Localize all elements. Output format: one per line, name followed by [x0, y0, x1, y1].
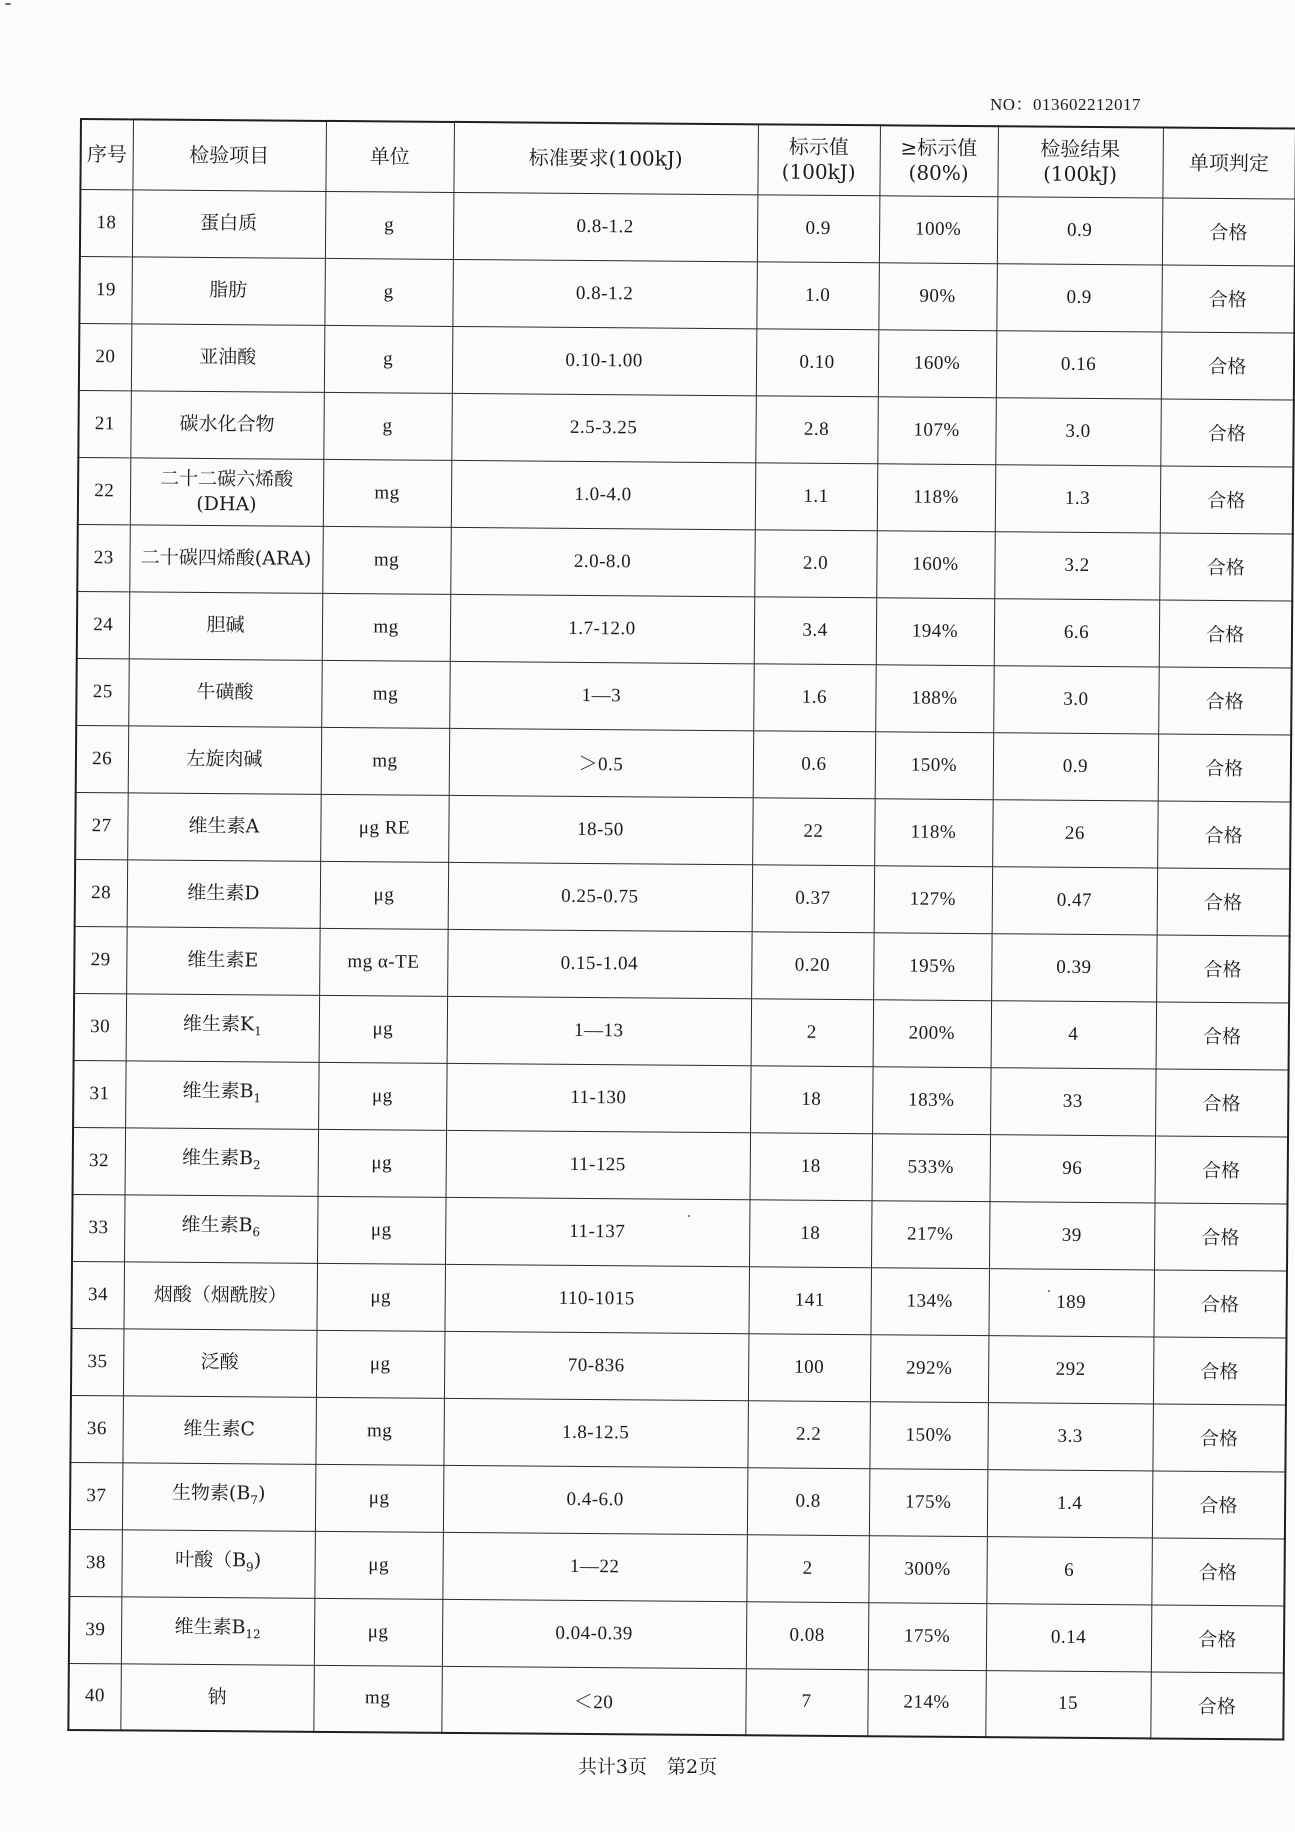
- cell-no: 22: [78, 457, 131, 524]
- cell-unit: μg: [318, 1129, 447, 1197]
- cell-labeled: 1.1: [755, 462, 878, 530]
- cell-result: 0.9: [997, 196, 1163, 264]
- cell-verdict: 合格: [1161, 331, 1295, 399]
- cell-item: 维生素E: [126, 926, 320, 995]
- cell-standard: 1—13: [447, 996, 752, 1065]
- cell-standard: 11-130: [446, 1063, 751, 1132]
- cell-unit: μg: [319, 995, 448, 1063]
- cell-labeled: 1.0: [756, 261, 879, 329]
- scan-speck: [5, 3, 11, 5]
- cell-no: 29: [74, 926, 127, 993]
- cell-verdict: 合格: [1156, 1001, 1290, 1069]
- cell-standard: 2.5-3.25: [451, 393, 756, 462]
- cell-result: 1.4: [987, 1469, 1153, 1537]
- cell-percent: 200%: [873, 999, 992, 1067]
- cell-standard: 0.10-1.00: [452, 326, 757, 395]
- cell-labeled: 2.0: [754, 529, 877, 597]
- cell-item: 维生素$B_1$: [125, 1060, 319, 1129]
- table-body: [68, 189, 1295, 1739]
- cell-verdict: 合格: [1151, 1537, 1285, 1605]
- cell-percent: 100%: [879, 195, 998, 263]
- col-header-labeled: 标示值 (100kJ): [757, 124, 880, 195]
- cell-no: 39: [69, 1596, 122, 1663]
- cell-no: 26: [76, 725, 129, 792]
- col-header-unit: 单位: [325, 121, 454, 192]
- cell-verdict: 合格: [1159, 532, 1293, 600]
- cell-item: 左旋肉碱: [128, 725, 322, 794]
- col-header-standard: 标准要求(100kJ): [453, 122, 758, 194]
- cell-result: 0.9: [996, 263, 1162, 331]
- cell-labeled: 3.4: [754, 596, 877, 664]
- cell-percent: 217%: [871, 1200, 990, 1268]
- subscript: 6: [252, 1224, 261, 1239]
- cell-standard: ＞0.5: [449, 728, 754, 797]
- cell-result: 0.9: [993, 732, 1159, 800]
- cell-percent: 150%: [869, 1401, 988, 1469]
- table-row: [75, 792, 1290, 869]
- table-row: [73, 1060, 1288, 1137]
- cell-no: 31: [73, 1060, 126, 1127]
- cell-unit: mg: [322, 593, 451, 661]
- cell-percent: 150%: [875, 731, 994, 799]
- test-results-table: [67, 118, 1295, 1741]
- cell-percent: 90%: [878, 262, 997, 330]
- subscript: 12: [245, 1626, 261, 1641]
- cell-standard: 11-137: [445, 1197, 750, 1266]
- cell-percent: 300%: [868, 1535, 987, 1603]
- cell-item: 维生素$B_6$: [124, 1194, 318, 1263]
- col-header-percent: ≥标示值 (80%): [879, 125, 998, 196]
- cell-no: 38: [69, 1529, 122, 1596]
- cell-result: 0.39: [991, 933, 1157, 1001]
- table-row: [74, 926, 1289, 1003]
- cell-result: 0.16: [996, 330, 1162, 398]
- cell-standard: 0.8-1.2: [453, 192, 758, 261]
- cell-result: 39: [989, 1201, 1155, 1269]
- cell-verdict: 合格: [1155, 1068, 1289, 1136]
- cell-unit: g: [325, 191, 454, 259]
- cell-percent: 134%: [870, 1267, 989, 1335]
- cell-unit: mg: [315, 1397, 444, 1465]
- table-row: [72, 1194, 1287, 1271]
- cell-result: 3.3: [987, 1402, 1153, 1470]
- cell-item: 叶酸$(B_9)$: [121, 1529, 315, 1598]
- cell-no: 36: [70, 1395, 123, 1462]
- cell-unit: mg α-TE: [319, 928, 448, 996]
- cell-item: 维生素A: [127, 792, 321, 861]
- cell-unit: mg: [321, 660, 450, 728]
- subscript: 1: [254, 1023, 262, 1038]
- cell-labeled: 100: [748, 1333, 871, 1401]
- cell-unit: μg RE: [320, 794, 449, 862]
- subscript: 9: [246, 1559, 254, 1574]
- cell-labeled: 18: [750, 1065, 873, 1133]
- col-header-result: 检验结果 (100kJ): [997, 126, 1163, 197]
- cell-unit: g: [324, 325, 453, 393]
- cell-verdict: 合格: [1160, 398, 1294, 466]
- cell-unit: g: [324, 258, 453, 326]
- cell-no: 34: [71, 1261, 124, 1328]
- cell-percent: 292%: [870, 1334, 989, 1402]
- cell-result: 26: [992, 799, 1158, 867]
- cell-result: 96: [990, 1134, 1156, 1202]
- cell-standard: 70-836: [444, 1331, 749, 1400]
- cell-item: 蛋白质: [132, 189, 326, 258]
- cell-standard: 11-125: [446, 1130, 751, 1199]
- cell-verdict: 合格: [1155, 1135, 1289, 1203]
- cell-labeled: 0.10: [756, 328, 879, 396]
- subscript: 1: [253, 1090, 262, 1105]
- cell-labeled: 0.20: [751, 931, 874, 999]
- table-row: [78, 390, 1293, 467]
- cell-result: 1.3: [995, 464, 1161, 532]
- cell-unit: μg: [315, 1464, 444, 1532]
- subscript: 2: [252, 1157, 261, 1172]
- table-row: [80, 189, 1295, 266]
- table-row: [78, 457, 1293, 534]
- cell-verdict: 合格: [1157, 867, 1291, 935]
- cell-item: 牛磺酸: [128, 658, 322, 727]
- cell-unit: mg: [322, 526, 451, 594]
- cell-labeled: 2: [751, 998, 874, 1066]
- cell-percent: 175%: [868, 1602, 987, 1670]
- table-row: [69, 1529, 1284, 1606]
- cell-item: 维生素$B_{12}$: [121, 1596, 315, 1665]
- table-row: [79, 256, 1294, 333]
- cell-verdict: 合格: [1158, 666, 1292, 734]
- cell-item: 维生素$K_1$: [126, 993, 320, 1062]
- cell-standard: 110-1015: [444, 1264, 749, 1333]
- cell-item: 碳水化合物: [130, 390, 324, 459]
- cell-unit: μg: [320, 861, 449, 929]
- cell-standard: 1.0-4.0: [451, 460, 756, 529]
- cell-unit: μg: [314, 1531, 443, 1599]
- table-row: [79, 323, 1294, 400]
- cell-unit: mg: [321, 727, 450, 795]
- cell-labeled: 2.8: [755, 395, 878, 463]
- table-row: [76, 658, 1291, 735]
- cell-result: 6.6: [994, 598, 1160, 666]
- cell-verdict: 合格: [1158, 733, 1292, 801]
- cell-item: 胆碱: [129, 591, 323, 660]
- cell-percent: 118%: [877, 463, 996, 531]
- cell-no: 24: [77, 591, 130, 658]
- cell-result: 15: [985, 1670, 1151, 1738]
- cell-item: 钠: [120, 1663, 314, 1732]
- cell-standard: 1.8-12.5: [443, 1398, 748, 1467]
- cell-result: 3.0: [993, 665, 1159, 733]
- cell-item: 亚油酸: [131, 323, 325, 392]
- cell-no: 40: [68, 1663, 121, 1730]
- page-footer: [0, 1752, 1295, 1779]
- cell-labeled: 2: [746, 1534, 869, 1602]
- cell-no: 19: [79, 256, 132, 323]
- cell-no: 30: [74, 993, 127, 1060]
- cell-unit: mg: [323, 459, 452, 527]
- table-row: [75, 859, 1290, 936]
- table-row: [74, 993, 1289, 1070]
- cell-verdict: 合格: [1156, 934, 1290, 1002]
- table-row: [68, 1663, 1283, 1740]
- cell-labeled: 0.37: [752, 864, 875, 932]
- cell-percent: 160%: [878, 329, 997, 397]
- cell-item: 脂肪: [131, 256, 325, 325]
- cell-verdict: 合格: [1154, 1202, 1288, 1270]
- cell-verdict: 合格: [1159, 599, 1293, 667]
- cell-labeled: 7: [745, 1668, 868, 1736]
- cell-result: 0.47: [992, 866, 1158, 934]
- table-row: [71, 1328, 1286, 1405]
- cell-standard: 0.4-6.0: [443, 1465, 748, 1534]
- scan-speck: [1048, 1290, 1050, 1292]
- cell-no: 27: [75, 792, 128, 859]
- table-row: [77, 591, 1292, 668]
- cell-unit: μg: [318, 1062, 447, 1130]
- cell-no: 25: [76, 658, 129, 725]
- cell-result: 6: [986, 1536, 1152, 1604]
- cell-result: 0.14: [986, 1603, 1152, 1671]
- cell-verdict: 合格: [1153, 1269, 1287, 1337]
- table-row: [76, 725, 1291, 802]
- report-number: NO：013602212017: [990, 95, 1142, 114]
- cell-percent: 107%: [877, 396, 996, 464]
- cell-unit: μg: [316, 1263, 445, 1331]
- cell-labeled: 18: [749, 1199, 872, 1267]
- table-row: [69, 1596, 1284, 1673]
- cell-result: 189: [988, 1268, 1154, 1336]
- cell-percent: 175%: [869, 1468, 988, 1536]
- cell-unit: μg: [316, 1330, 445, 1398]
- cell-verdict: 合格: [1160, 465, 1294, 533]
- cell-labeled: 141: [748, 1266, 871, 1334]
- cell-percent: 127%: [874, 865, 993, 933]
- cell-item: 生物素$(B_7)$: [122, 1462, 316, 1531]
- cell-standard: 1—22: [442, 1532, 747, 1601]
- cell-result: 292: [988, 1335, 1154, 1403]
- cell-labeled: 0.08: [746, 1601, 869, 1669]
- cell-unit: mg: [313, 1665, 442, 1733]
- cell-percent: 183%: [872, 1066, 991, 1134]
- cell-no: 37: [70, 1462, 123, 1529]
- table-row: [70, 1395, 1285, 1472]
- cell-percent: 188%: [875, 664, 994, 732]
- cell-percent: 194%: [876, 597, 995, 665]
- cell-item: 泛酸: [123, 1328, 317, 1397]
- cell-standard: ＜20: [441, 1666, 746, 1735]
- cell-no: 35: [71, 1328, 124, 1395]
- scan-speck: [688, 1215, 690, 1217]
- results-sheet: [67, 118, 1295, 1747]
- cell-unit: μg: [314, 1598, 443, 1666]
- cell-no: 32: [73, 1127, 126, 1194]
- table-row: [71, 1261, 1286, 1338]
- table-row: [73, 1127, 1288, 1204]
- cell-verdict: 合格: [1162, 198, 1295, 266]
- cell-result: 4: [991, 1000, 1157, 1068]
- cell-result: 3.0: [995, 397, 1161, 465]
- cell-unit: μg: [317, 1196, 446, 1264]
- cell-standard: 0.25-0.75: [448, 862, 753, 931]
- cell-labeled: 18: [750, 1132, 873, 1200]
- subscript: 7: [250, 1492, 259, 1507]
- cell-no: 33: [72, 1194, 125, 1261]
- cell-item: 二十二碳六烯酸 (DHA): [130, 457, 324, 526]
- current-page: 第2页: [667, 1756, 718, 1778]
- table-row: [70, 1462, 1285, 1539]
- col-header-item: 检验项目: [132, 119, 326, 191]
- table-row: [77, 524, 1292, 601]
- cell-no: 23: [77, 524, 130, 591]
- cell-standard: 1.7-12.0: [450, 594, 755, 663]
- cell-percent: 160%: [876, 530, 995, 598]
- cell-verdict: 合格: [1152, 1470, 1286, 1538]
- table-header-row: [80, 119, 1295, 199]
- cell-labeled: 0.6: [753, 730, 876, 798]
- cell-result: 3.2: [994, 531, 1160, 599]
- cell-verdict: 合格: [1152, 1403, 1286, 1471]
- cell-item: 维生素$B_2$: [125, 1127, 319, 1196]
- cell-labeled: 1.6: [753, 663, 876, 731]
- cell-labeled: 0.9: [757, 194, 880, 262]
- cell-percent: 214%: [867, 1669, 986, 1737]
- cell-standard: 18-50: [448, 795, 753, 864]
- cell-no: 20: [79, 323, 132, 390]
- cell-standard: 0.15-1.04: [447, 929, 752, 998]
- cell-standard: 1—3: [449, 661, 754, 730]
- cell-no: 21: [78, 390, 131, 457]
- cell-standard: 2.0-8.0: [450, 527, 755, 596]
- cell-verdict: 合格: [1153, 1336, 1287, 1404]
- col-header-no: 序号: [80, 119, 133, 189]
- cell-labeled: 0.8: [747, 1467, 870, 1535]
- cell-verdict: 合格: [1157, 800, 1291, 868]
- cell-unit: g: [323, 392, 452, 460]
- cell-item: 维生素C: [122, 1395, 316, 1464]
- cell-verdict: 合格: [1161, 265, 1295, 333]
- cell-item: 二十碳四烯酸(ARA): [129, 524, 323, 593]
- cell-no: 18: [80, 189, 133, 256]
- cell-labeled: 2.2: [747, 1400, 870, 1468]
- cell-item: 烟酸（烟酰胺）: [123, 1261, 317, 1330]
- cell-verdict: 合格: [1151, 1604, 1285, 1672]
- col-header-verdict: 单项判定: [1162, 128, 1295, 199]
- total-pages: 共计3页: [577, 1756, 647, 1778]
- cell-item: 维生素D: [127, 859, 321, 928]
- cell-percent: 533%: [872, 1133, 991, 1201]
- cell-result: 33: [990, 1067, 1156, 1135]
- cell-no: 28: [75, 859, 128, 926]
- cell-standard: 0.04-0.39: [442, 1599, 747, 1668]
- cell-percent: 195%: [873, 932, 992, 1000]
- cell-percent: 118%: [874, 798, 993, 866]
- cell-standard: 0.8-1.2: [452, 259, 757, 328]
- cell-labeled: 22: [752, 797, 875, 865]
- cell-verdict: 合格: [1150, 1671, 1284, 1739]
